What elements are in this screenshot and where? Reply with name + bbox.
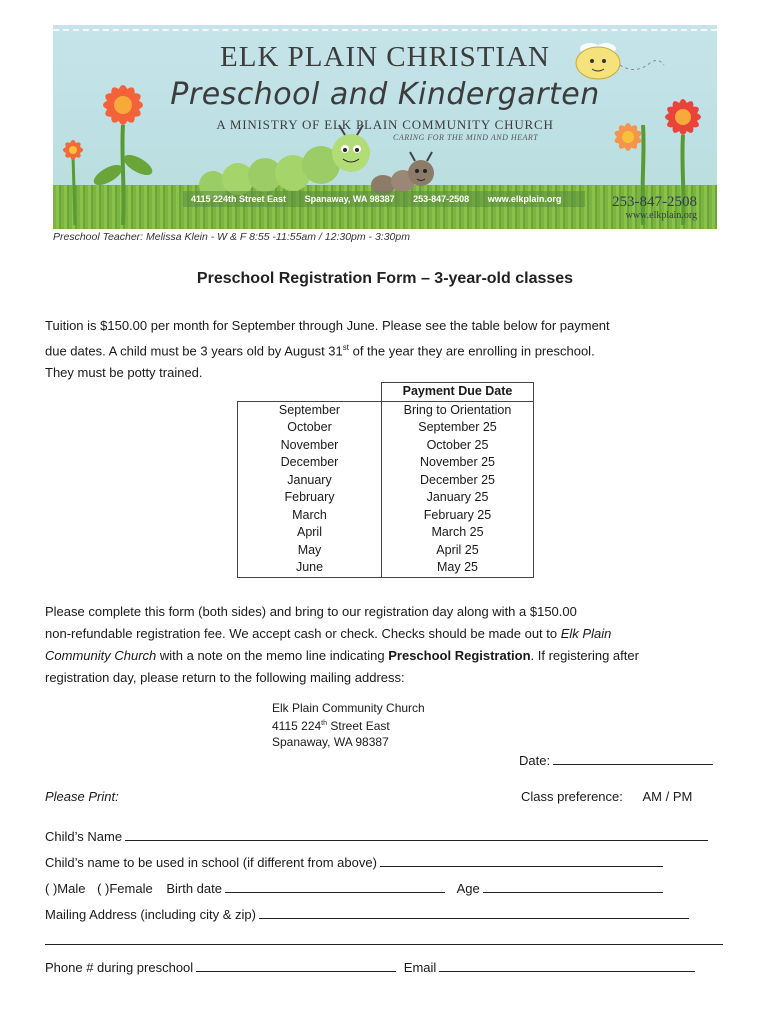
birth-date-line[interactable] [225,878,445,893]
caterpillar-icon [199,125,370,199]
banner-web: www.elkplain.org [625,210,697,221]
ant-icon [371,152,434,195]
school-name-label: Child’s name to be used in school (if different from above) [45,855,377,870]
instructions-line-3d: . If registering after [530,648,639,663]
table-row [238,559,534,577]
mailing-address-label: Mailing Address (including city & zip) [45,907,256,922]
date-field[interactable] [519,750,713,768]
child-name-field[interactable] [45,826,708,844]
address-street-sup: th [321,720,328,727]
month-cell: September [238,401,382,419]
due-date-cell: April 25 [382,542,534,560]
due-date-cell: March 25 [382,524,534,542]
email-line[interactable] [439,957,695,972]
strip-address: 4115 224th Street East [191,194,287,204]
table-body [238,401,534,577]
address-name: Elk Plain Community Church [272,701,425,715]
table-row [238,524,534,542]
school-name-line[interactable] [380,852,663,867]
banner-phone: 253-847-2508 [612,194,697,210]
date-line[interactable] [553,750,713,765]
intro-line-2 [45,337,735,362]
mailing-address-line[interactable] [259,904,689,919]
table-header: Payment Due Date [382,383,534,402]
instructions-line-4: registration day, please return to the following mailing address: [45,670,405,685]
month-cell: November [238,437,382,455]
table-row [238,507,534,525]
email-label: Email [403,960,437,975]
age-label: Age [456,881,480,896]
child-name-label: Child’s Name [45,829,123,844]
intro-line-1: Tuition is $150.00 per month for September through June. Please see the table below for payment [45,318,610,333]
class-preference-options[interactable]: AM / PM [642,789,693,804]
month-cell: June [238,559,382,577]
date-label: Date: [519,753,551,768]
address-city: Spanaway, WA 98387 [272,735,389,749]
class-preference [521,789,692,804]
due-date-cell: February 25 [382,507,534,525]
instructions-line-2a: non-refundable registration fee. We accept cash or check. Checks should be made out to [45,626,561,641]
table-row [238,401,534,419]
intro-paragraph [45,315,735,384]
instructions-line-3b: with a note on the memo line indicating [156,648,389,663]
month-cell: May [238,542,382,560]
month-cell: January [238,472,382,490]
strip-web: www.elkplain.org [487,194,562,204]
instructions-paragraph [45,601,735,689]
due-date-cell: September 25 [382,419,534,437]
memo-text: Preschool Registration [388,648,531,663]
payee-name-part2: Community Church [45,648,157,663]
please-print-label: Please Print: [45,789,119,804]
address-street-b: Street East [327,719,390,733]
birth-date-label: Birth date [166,881,222,896]
banner-ministry: A MINISTRY OF ELK PLAIN COMMUNITY CHURCH [216,117,554,132]
address-street [272,716,425,734]
month-cell: October [238,419,382,437]
payment-table [237,382,534,578]
phone-email-row [45,957,695,975]
intro-line-2a: due dates. A child must be 3 years old by August 31 [45,343,343,359]
month-cell: March [238,507,382,525]
intro-sup: st [342,343,349,352]
page-title: Preschool Registration Form – 3-year-old classes [196,270,574,287]
mailing-address-line-2[interactable] [45,930,723,948]
mailing-address-field[interactable] [45,904,689,922]
class-preference-label: Class preference: [521,789,623,804]
header-banner [53,25,717,229]
banner-subtitle: Preschool and Kindergarten [170,77,600,112]
table-row [238,489,534,507]
small-flower-icon [63,140,83,225]
due-date-cell: January 25 [382,489,534,507]
table-row [238,454,534,472]
child-name-line[interactable] [125,826,708,841]
month-cell: February [238,489,382,507]
school-name-field[interactable] [45,852,663,870]
banner-tagline: CARING FOR THE MIND AND HEART [393,133,539,142]
due-date-cell: December 25 [382,472,534,490]
due-date-cell: Bring to Orientation [382,401,534,419]
banner-contact-strip [183,191,585,207]
due-date-cell: May 25 [382,559,534,577]
intro-line-3: They must be potty trained. [45,365,203,381]
phone-line[interactable] [196,957,396,972]
intro-line-2b: of the year they are enrolling in preschool. [348,343,595,359]
gender-birth-age-row [45,878,663,896]
table-row [238,542,534,560]
male-checkbox[interactable]: ( )Male [45,881,86,896]
instructions-line-1: Please complete this form (both sides) and bring to our registration day along with a $150.00 [45,604,577,619]
table-row [238,472,534,490]
table-row [238,419,534,437]
month-cell: April [238,524,382,542]
address-street-a: 4115 224 [272,719,322,733]
payee-name-part1: Elk Plain [560,626,612,641]
phone-label: Phone # during preschool [45,960,194,975]
table-header-row [238,383,534,402]
mailing-address-block [272,700,425,750]
instructions-line-3 [45,645,735,667]
month-cell: December [238,454,382,472]
due-date-cell: November 25 [382,454,534,472]
female-checkbox[interactable]: ( )Female [97,881,153,896]
banner-title: ELK PLAIN CHRISTIAN [220,41,550,73]
due-date-cell: October 25 [382,437,534,455]
strip-city: Spanaway, WA 98387 [304,194,395,204]
strip-phone: 253-847-2508 [413,194,470,204]
age-line[interactable] [483,878,663,893]
table-row [238,437,534,455]
mailing-address-line-2-rule[interactable] [45,930,723,945]
teacher-line: Preschool Teacher: Melissa Klein - W & F 8:55 -11:55am / 12:30pm - 3:30pm [53,231,410,243]
instructions-line-2 [45,623,735,645]
table-header-blank [238,383,382,402]
